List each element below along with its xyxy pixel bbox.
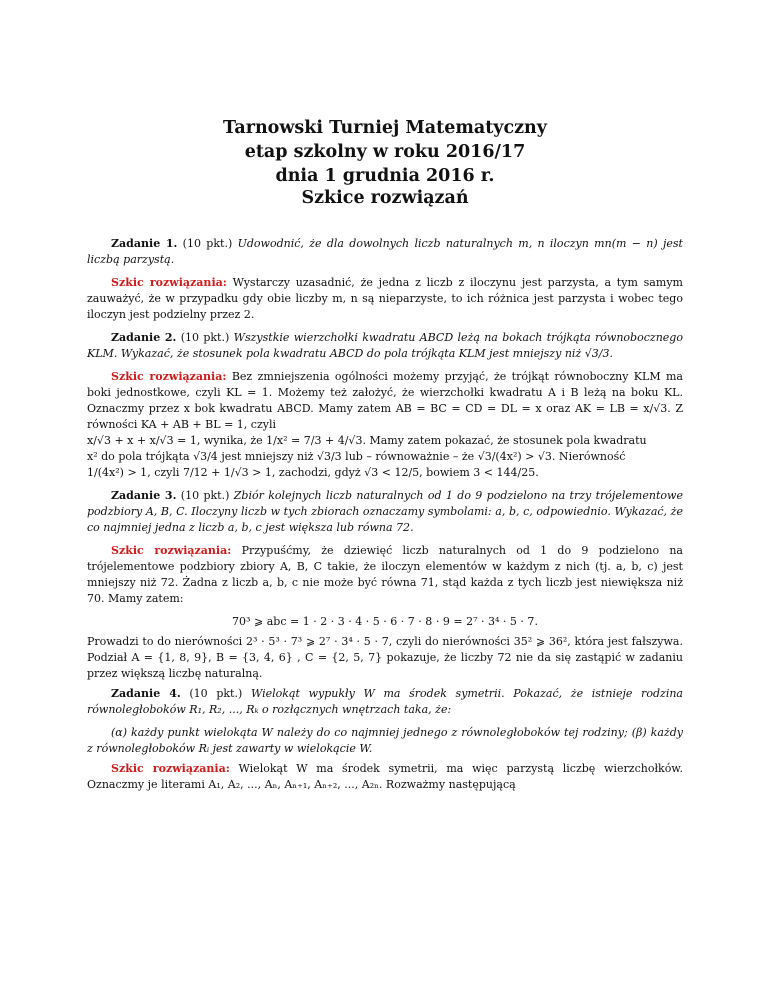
problem-4-task: Wielokąt wypukły W ma środek symetrii. Pokazać, że istnieje rodzina równoległoboków R₁, R₂, ..., Rₖ o rozłącznych wnętrzach taka, że: bbox=[87, 687, 683, 717]
solution-3 bbox=[87, 543, 683, 607]
document-title bbox=[87, 116, 683, 188]
problem-4 bbox=[87, 686, 683, 718]
solution-3-display-equation: 70³ ⩾ abc = 1 · 2 · 3 · 4 · 5 · 6 · 7 · 8 · 9 = 2⁷ · 3⁴ · 5 · 7. bbox=[232, 615, 538, 628]
section-subtitle: Szkice rozwiązań bbox=[301, 188, 469, 208]
problem-2-points: (10 pkt.) bbox=[180, 331, 230, 344]
solution-2-label: Szkic rozwiązania: bbox=[111, 370, 227, 383]
problem-1 bbox=[87, 236, 683, 268]
problem-1-heading: Zadanie 1. bbox=[111, 237, 178, 250]
problem-2-heading: Zadanie 2. bbox=[111, 331, 177, 344]
solution-2 bbox=[87, 369, 683, 481]
solution-1 bbox=[87, 275, 683, 323]
solution-4 bbox=[87, 761, 683, 793]
solution-3-text: Przypuśćmy, że dziewięć liczb naturalnych od 1 do 9 podzielono na trójelementowe podzbiory zbiory A, B, C takie, że iloczyn elementów w każdym z nich (tj. a, b, c) jest mniejszy niż 72. Żadna z liczb a, b, c nie może być równa 71, stąd każda z tych liczb jest niewiększa niż 70. Mamy zatem: bbox=[87, 544, 683, 606]
problem-4-points: (10 pkt.) bbox=[189, 687, 243, 700]
problem-4-conditions: (α) każdy punkt wielokąta W należy do co najmniej jednego z równoległoboków tej rodziny; (β) każdy z równoległoboków Rᵢ jest zawarty w wielokącie W. bbox=[87, 726, 683, 756]
problem-2-task: Wszystkie wierzchołki kwadratu ABCD leżą na bokach trójkąta równobocznego KLM. Wykazać, że stosunek pola kwadratu ABCD do pola trójkąta KLM jest mniejszy niż √3/3. bbox=[87, 331, 683, 361]
solution-2-text-1: Bez zmniejszenia ogólności możemy przyjąć, że trójkąt równoboczny KLM ma boki jednostkowe, czyli KL = 1. Możemy też założyć, że wierzchołki kwadratu A i B leżą na boku KL. Oznaczmy przez x bok kwadratu ABCD. Mamy zatem AB = BC = CD = DL = x oraz AK = LB = x/√3. Z równości KA + AB + BL = 1, czyli bbox=[87, 370, 684, 432]
title-line-2: etap szkolny w roku 2016/17 bbox=[244, 142, 526, 162]
title-line-1: Tarnowski Turniej Matematyczny bbox=[223, 118, 547, 138]
problem-3-points: (10 pkt.) bbox=[180, 489, 230, 502]
solution-1-text: Wystarczy uzasadnić, że jedna z liczb z iloczynu jest parzysta, a tym samym zauważyć, że w przypadku gdy obie liczby m, n są nieparzyste, to ich różnica jest parzysta i wobec tego iloczyn jest podzielny przez 2. bbox=[87, 276, 683, 322]
solution-3-text-2: Prowadzi to do nierówności 2³ · 5³ · 7³ ⩾ 2⁷ · 3⁴ · 5 · 7, czyli do nierówności 35² ⩾ 36², która jest fałszywa. Podział A = {1, 8, 9}, B = {3, 4, 6} , C = {2, 5, 7} pokazuje, że liczby 72 nie da się zastąpić w zadaniu przez większą liczbę naturalną. bbox=[87, 635, 683, 681]
solution-4-label: Szkic rozwiązania: bbox=[111, 762, 230, 775]
problem-3-task: Zbiór kolejnych liczb naturalnych od 1 do 9 podzielono na trzy trójelementowe podzbiory A, B, C. Iloczyny liczb w tych zbiorach oznaczamy symbolami: a, b, c, odpowiednio. Wykazać, że co najmniej jedna z liczb a, b, c jest większa lub równa 72. bbox=[87, 489, 683, 535]
title-line-3: dnia 1 grudnia 2016 r. bbox=[275, 166, 495, 186]
problem-1-points: (10 pkt.) bbox=[182, 237, 233, 250]
problem-4-heading: Zadanie 4. bbox=[111, 687, 181, 700]
solution-3-label: Szkic rozwiązania: bbox=[111, 544, 232, 557]
solution-2-text-2: x/√3 + x + x/√3 = 1, wynika, że 1/x² = 7/3 + 4/√3. Mamy zatem pokazać, że stosunek pola kwadratu bbox=[87, 434, 647, 448]
solution-4-text: Wielokąt W ma środek symetrii, ma więc parzystą liczbę wierzchołków. Oznaczmy je literami A₁, A₂, ..., Aₙ, Aₙ₊₁, Aₙ₊₂, ..., A₂ₙ. Rozważmy następującą bbox=[87, 762, 683, 792]
problem-3 bbox=[87, 488, 683, 536]
problem-1-statement bbox=[87, 236, 683, 268]
solution-1-label: Szkic rozwiązania: bbox=[111, 276, 227, 289]
solution-2-text-3: x² do pola trójkąta √3/4 jest mniejszy niż √3/3 lub – równoważnie – że √3/(4x²) > √3. Nierówność bbox=[87, 450, 626, 464]
solution-2-text-4: 1/(4x²) > 1, czyli 7/12 + 1/√3 > 1, zachodzi, gdyż √3 < 12/5, bowiem 3 < 144/25. bbox=[87, 466, 539, 480]
problem-1-task: Udowodnić, że dla dowolnych liczb naturalnych m, n iloczyn mn(m − n) jest liczbą parzystą. bbox=[87, 237, 683, 267]
problem-2 bbox=[87, 330, 683, 362]
problem-3-heading: Zadanie 3. bbox=[111, 489, 177, 502]
